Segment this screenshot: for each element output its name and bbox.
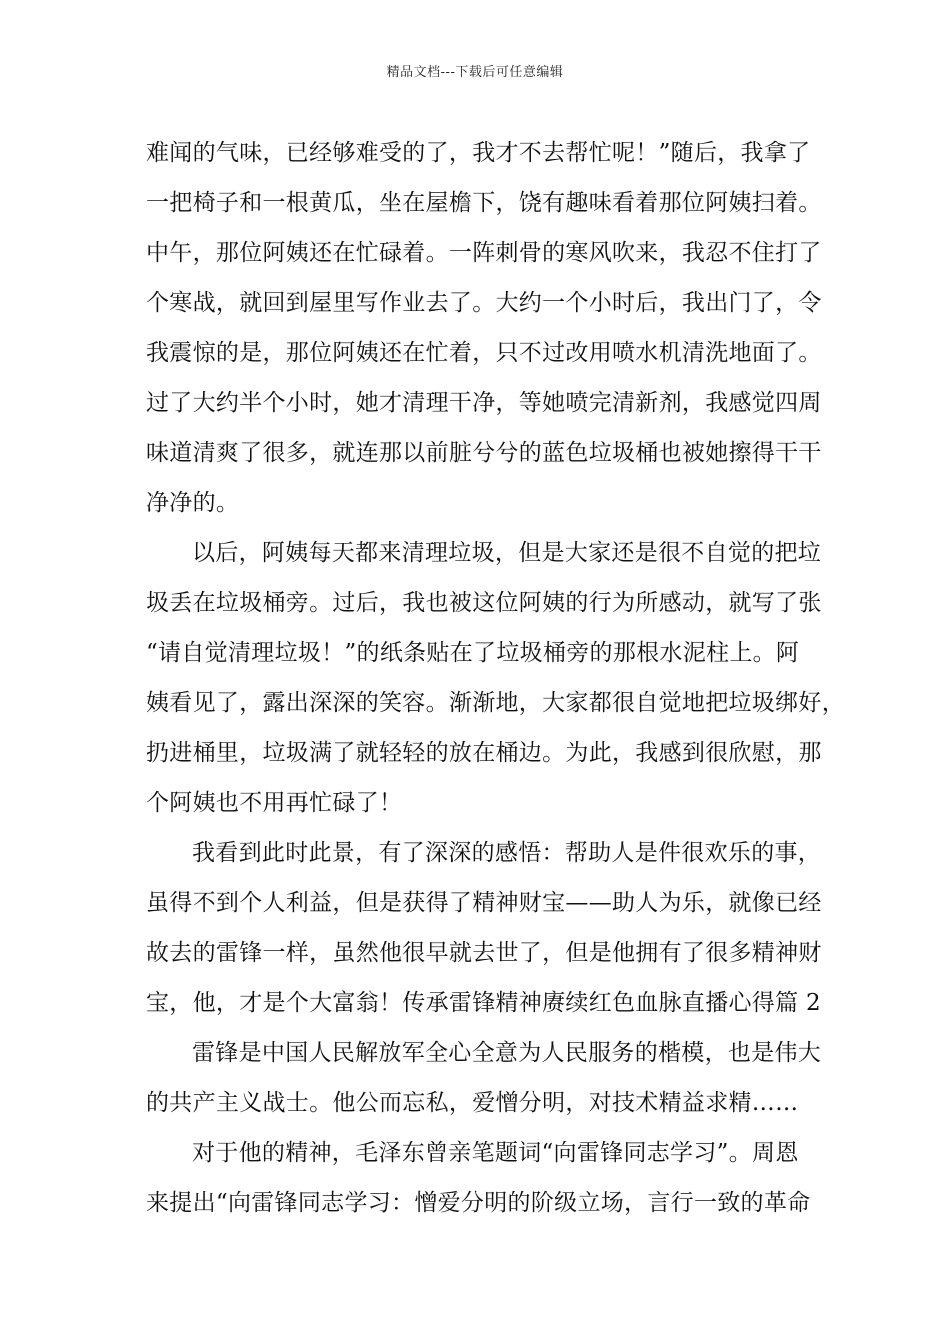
text-line: 虽得不到个人利益，但是获得了精神财宝——助人为乐，就像已经 xyxy=(146,890,822,916)
text-line: 味道清爽了很多，就连那以前脏兮兮的蓝色垃圾桶也被她擦得干干 xyxy=(146,440,822,466)
text-line: 宝，他，才是个大富翁！传承雷锋精神赓续红色血脉直播心得篇 2 xyxy=(146,990,821,1016)
text-line: 故去的雷锋一样，虽然他很早就去世了，但是他拥有了很多精神财 xyxy=(146,940,822,966)
text-line: 的共产主义战士。他公而忘私，爱憎分明，对技术精益求精…… xyxy=(146,1090,799,1116)
paragraph-start-line: 我看到此时此景，有了深深的感悟：帮助人是件很欢乐的事， xyxy=(192,840,822,866)
text-line: 过了大约半个小时，她才清理干净，等她喷完清新剂，我感觉四周 xyxy=(146,390,822,416)
text-line: 个寒战，就回到屋里写作业去了。大约一个小时后，我出门了，令 xyxy=(146,290,822,316)
paragraph-start-line: 雷锋是中国人民解放军全心全意为人民服务的楷模，也是伟大 xyxy=(192,1040,822,1066)
text-line: 来提出“向雷锋同志学习：憎爱分明的阶级立场，言行一致的革命 xyxy=(146,1190,811,1216)
text-line: 净净的。 xyxy=(146,490,240,516)
paragraph-start-line: 以后，阿姨每天都来清理垃圾，但是大家还是很不自觉的把垃 xyxy=(192,540,822,566)
text-line: 中午，那位阿姨还在忙碌着。一阵刺骨的寒风吹来，我忍不住打了 xyxy=(146,240,822,266)
text-line: 扔进桶里，垃圾满了就轻轻的放在桶边。为此，我感到很欣慰，那 xyxy=(146,740,822,766)
paragraph-start-line: 对于他的精神，毛泽东曾亲笔题词“向雷锋同志学习”。周恩 xyxy=(192,1140,799,1166)
page-header: 精品文档---下载后可任意编辑 xyxy=(386,65,564,80)
text-line: “请自觉清理垃圾！”的纸条贴在了垃圾桶旁的那根水泥柱上。阿 xyxy=(146,640,800,666)
document-body xyxy=(146,128,845,1228)
text-line: 圾丢在垃圾桶旁。过后，我也被这位阿姨的行为所感动，就写了张 xyxy=(146,590,822,616)
text-line: 一把椅子和一根黄瓜，坐在屋檐下，饶有趣味看着那位阿姨扫着。 xyxy=(146,190,822,216)
text-line: 姨看见了，露出深深的笑容。渐渐地，大家都很自觉地把垃圾绑好， xyxy=(146,690,845,716)
text-line: 个阿姨也不用再忙碌了！ xyxy=(146,790,403,816)
text-line: 难闻的气味，已经够难受的了，我才不去帮忙呢！”随后，我拿了 xyxy=(146,140,811,166)
text-line: 我震惊的是，那位阿姨还在忙着，只不过改用喷水机清洗地面了。 xyxy=(146,340,822,366)
